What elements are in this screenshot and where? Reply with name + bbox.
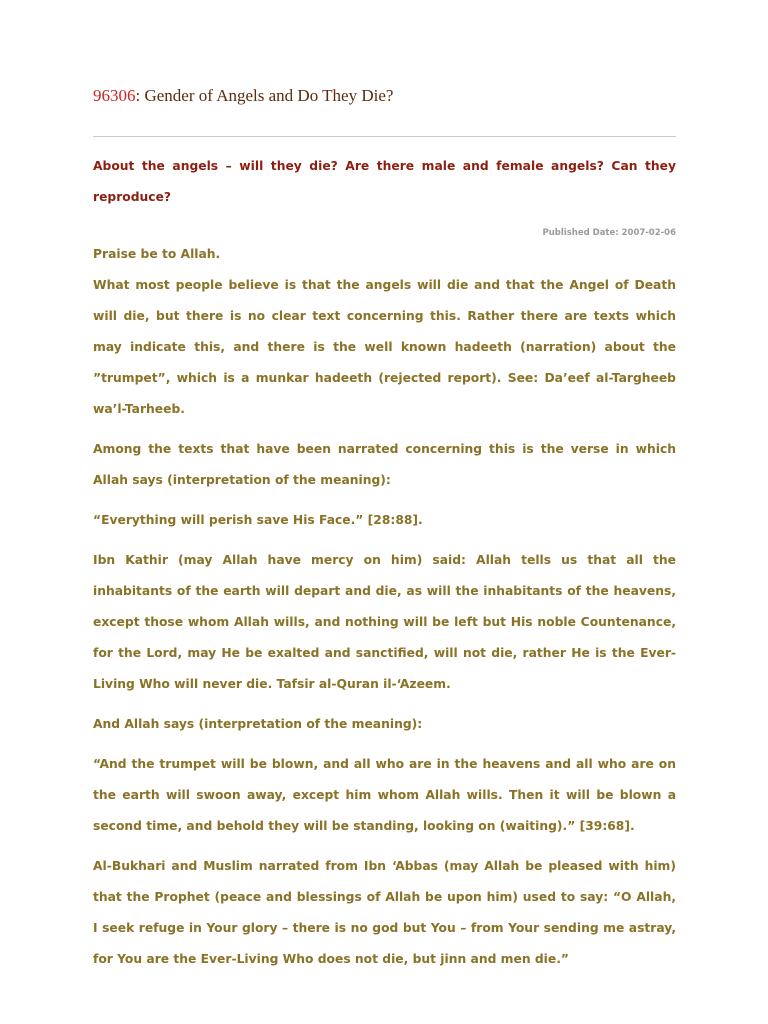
- published-date: Published Date: 2007-02-06: [542, 228, 676, 238]
- answer-paragraph: Al-Bukhari and Muslim narrated from Ibn ‘Abbas (may Allah be pleased with him) that the Prophet (peace and blessings of Allah be upon him) used to say: “O Allah, I seek refuge in Your glory – there is no god but You – from Your sending me astray, for You are the Ever-Living Who does not die, but jinn and men die.”: [93, 859, 676, 966]
- question-id: 96306: [93, 86, 136, 105]
- answer-paragraph: “Everything will perish save His Face.” [28:88].: [93, 513, 423, 527]
- title-divider: [93, 136, 676, 137]
- answer-paragraph: Ibn Kathir (may Allah have mercy on him) said: Allah tells us that all the inhabitants of the earth will depart and die, as will the inhabitants of the heavens, except those whom Allah wills, and nothing will be left but His noble Countenance, for the Lord, may He be exalted and sanctified, will not die, rather He is the Ever-Living Who will never die. Tafsir al-Quran il-‘Azeem.: [93, 553, 676, 691]
- page-title: [93, 0, 676, 108]
- answer-body: [93, 239, 676, 975]
- answer-paragraph: Praise be to Allah.: [93, 247, 221, 261]
- title-text: : Gender of Angels and Do They Die?: [135, 86, 394, 105]
- answer-paragraph: What most people believe is that the angels will die and that the Angel of Death will die, but there is no clear text concerning this. Rather there are texts which may indicate this, and there is the well known hadeeth (narration) about the ”trumpet”, which is a munkar hadeeth (rejected report). See: Da’eef al-Targheeb wa’l-Tarheeb.: [93, 278, 676, 416]
- question-text: About the angels – will they die? Are there male and female angels? Can they reproduce?: [93, 159, 676, 204]
- answer-paragraph: And Allah says (interpretation of the meaning):: [93, 717, 423, 731]
- answer-paragraph: “And the trumpet will be blown, and all who are in the heavens and all who are on the earth will swoon away, except him whom Allah wills. Then it will be blown a second time, and behold they will be standing, looking on (waiting).” [39:68].: [93, 757, 676, 833]
- answer-paragraph: Among the texts that have been narrated concerning this is the verse in which Allah says (interpretation of the meaning):: [93, 442, 676, 487]
